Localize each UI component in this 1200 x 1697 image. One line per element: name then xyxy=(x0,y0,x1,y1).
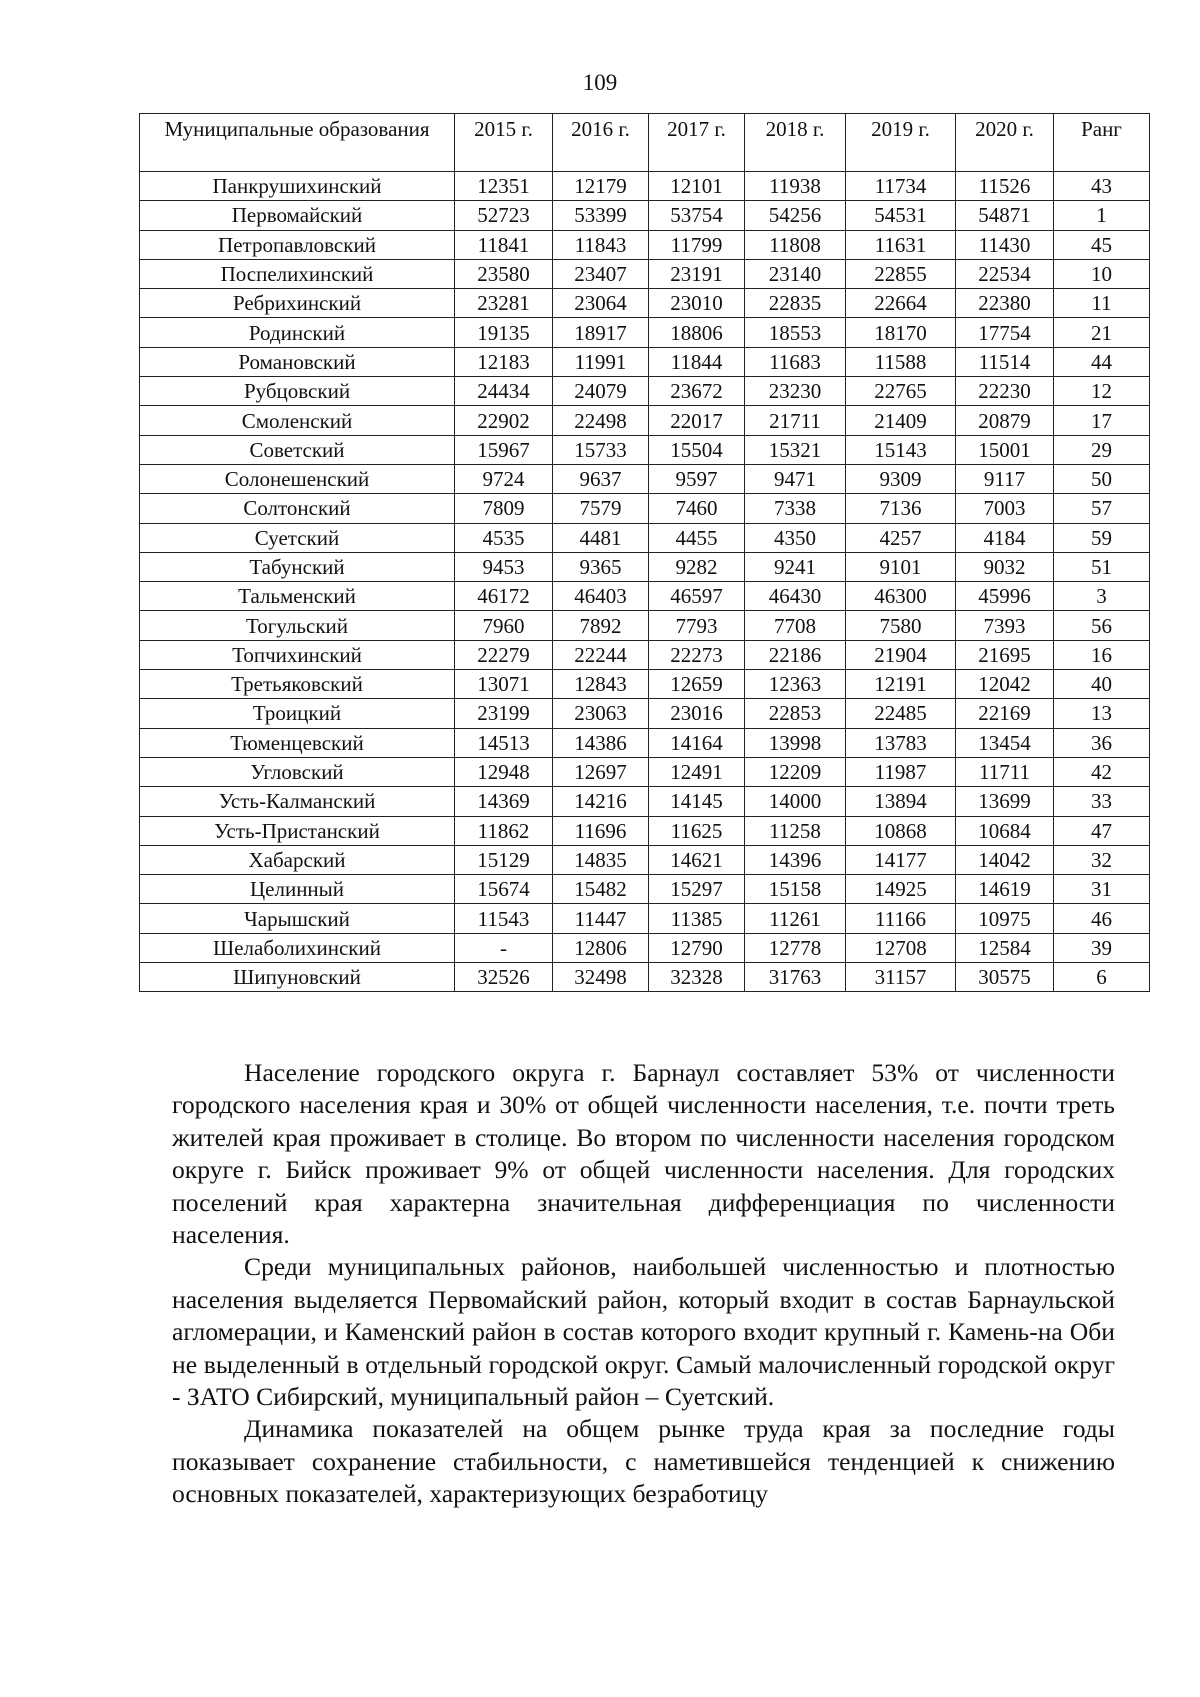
population-cell: 12042 xyxy=(956,670,1054,699)
table-row xyxy=(140,172,1150,201)
population-cell: 23199 xyxy=(455,699,553,728)
header-rank: Ранг xyxy=(1054,114,1150,172)
population-cell: 7460 xyxy=(649,494,745,523)
population-cell: 11841 xyxy=(455,230,553,259)
table-row xyxy=(140,406,1150,435)
population-cell: 14216 xyxy=(553,787,649,816)
population-cell: 15143 xyxy=(846,435,956,464)
municipality-cell: Целинный xyxy=(140,875,455,904)
header-2020: 2020 г. xyxy=(956,114,1054,172)
population-cell: 22765 xyxy=(846,377,956,406)
population-cell: 21695 xyxy=(956,640,1054,669)
population-cell: 11447 xyxy=(553,904,649,933)
population-cell: 22855 xyxy=(846,259,956,288)
population-cell: 23063 xyxy=(553,699,649,728)
population-cell: 23281 xyxy=(455,289,553,318)
population-cell: 13998 xyxy=(745,728,846,757)
population-cell: 46403 xyxy=(553,582,649,611)
population-cell: 46172 xyxy=(455,582,553,611)
population-cell: 7892 xyxy=(553,611,649,640)
population-cell: 18553 xyxy=(745,318,846,347)
population-cell: 12491 xyxy=(649,757,745,786)
population-cell: 12191 xyxy=(846,670,956,699)
rank-cell: 42 xyxy=(1054,757,1150,786)
population-cell: 11430 xyxy=(956,230,1054,259)
population-cell: 11261 xyxy=(745,904,846,933)
municipality-cell: Смоленский xyxy=(140,406,455,435)
population-cell: 12351 xyxy=(455,172,553,201)
table-row xyxy=(140,640,1150,669)
population-cell: 11514 xyxy=(956,347,1054,376)
population-cell: 12101 xyxy=(649,172,745,201)
population-cell: 12363 xyxy=(745,670,846,699)
population-cell: 15482 xyxy=(553,875,649,904)
population-cell: 24434 xyxy=(455,377,553,406)
population-cell: 12708 xyxy=(846,933,956,962)
header-2018: 2018 г. xyxy=(745,114,846,172)
population-cell: - xyxy=(455,933,553,962)
population-cell: 14164 xyxy=(649,728,745,757)
population-cell: 12790 xyxy=(649,933,745,962)
municipality-cell: Романовский xyxy=(140,347,455,376)
population-cell: 11696 xyxy=(553,816,649,845)
rank-cell: 32 xyxy=(1054,845,1150,874)
population-cell: 9365 xyxy=(553,552,649,581)
population-cell: 11808 xyxy=(745,230,846,259)
table-row xyxy=(140,757,1150,786)
population-cell: 54531 xyxy=(846,201,956,230)
population-cell: 11987 xyxy=(846,757,956,786)
population-cell: 23140 xyxy=(745,259,846,288)
table-row xyxy=(140,787,1150,816)
population-cell: 23407 xyxy=(553,259,649,288)
table-row xyxy=(140,611,1150,640)
population-cell: 46300 xyxy=(846,582,956,611)
municipality-cell: Шелаболихинский xyxy=(140,933,455,962)
municipality-cell: Чарышский xyxy=(140,904,455,933)
population-cell: 54871 xyxy=(956,201,1054,230)
population-cell: 7136 xyxy=(846,494,956,523)
page-number: 109 xyxy=(582,70,618,95)
rank-cell: 47 xyxy=(1054,816,1150,845)
rank-cell: 12 xyxy=(1054,377,1150,406)
population-cell: 23230 xyxy=(745,377,846,406)
body-text xyxy=(172,1057,1115,1511)
population-cell: 12948 xyxy=(455,757,553,786)
rank-cell: 36 xyxy=(1054,728,1150,757)
rank-cell: 17 xyxy=(1054,406,1150,435)
header-municipality: Муниципальные образования xyxy=(140,114,455,172)
population-cell: 13783 xyxy=(846,728,956,757)
population-cell: 23064 xyxy=(553,289,649,318)
rank-cell: 51 xyxy=(1054,552,1150,581)
population-cell: 22017 xyxy=(649,406,745,435)
paragraph: Население городского округа г. Барнаул составляет 53% от численности городского населения края и 30% от общей численности населения, т.е. почти треть жителей края проживает в столице. Во втором по численности населения городском округе г. Бийск проживает 9% от общей численности населения. Для городских поселений края характерна значительная дифференциация по численности населения. xyxy=(172,1058,1115,1250)
population-cell: 15001 xyxy=(956,435,1054,464)
population-cell: 7580 xyxy=(846,611,956,640)
rank-cell: 6 xyxy=(1054,963,1150,992)
population-cell: 11938 xyxy=(745,172,846,201)
population-cell: 9724 xyxy=(455,464,553,493)
rank-cell: 56 xyxy=(1054,611,1150,640)
table-row xyxy=(140,435,1150,464)
population-cell: 7003 xyxy=(956,494,1054,523)
population-cell: 12183 xyxy=(455,347,553,376)
population-cell: 24079 xyxy=(553,377,649,406)
population-cell: 11526 xyxy=(956,172,1054,201)
municipality-cell: Ребрихинский xyxy=(140,289,455,318)
table-row xyxy=(140,494,1150,523)
population-cell: 21409 xyxy=(846,406,956,435)
rank-cell: 1 xyxy=(1054,201,1150,230)
table-row xyxy=(140,552,1150,581)
rank-cell: 3 xyxy=(1054,582,1150,611)
population-cell: 12179 xyxy=(553,172,649,201)
paragraph: Среди муниципальных районов, наибольшей численностью и плотностью населения выделяется Первомайский район, который входит в состав Барнаульской агломерации, и Каменский район в состав которого входит крупный г. Камень-на Оби не выделенный в отдельный городской округ. Самый малочисленный городской округ - ЗАТО Сибирский, муниципальный район – Суетский. xyxy=(172,1252,1115,1412)
rank-cell: 45 xyxy=(1054,230,1150,259)
population-cell: 22485 xyxy=(846,699,956,728)
rank-cell: 10 xyxy=(1054,259,1150,288)
population-cell: 9453 xyxy=(455,552,553,581)
table-row xyxy=(140,377,1150,406)
municipality-cell: Поспелихинский xyxy=(140,259,455,288)
population-cell: 11843 xyxy=(553,230,649,259)
population-cell: 12697 xyxy=(553,757,649,786)
population-cell: 23010 xyxy=(649,289,745,318)
population-cell: 15297 xyxy=(649,875,745,904)
municipality-cell: Солтонский xyxy=(140,494,455,523)
population-cell: 12584 xyxy=(956,933,1054,962)
header-2019: 2019 г. xyxy=(846,114,956,172)
population-cell: 12843 xyxy=(553,670,649,699)
population-cell: 46430 xyxy=(745,582,846,611)
population-cell: 22498 xyxy=(553,406,649,435)
population-cell: 7809 xyxy=(455,494,553,523)
population-cell: 11166 xyxy=(846,904,956,933)
table-row xyxy=(140,699,1150,728)
rank-cell: 31 xyxy=(1054,875,1150,904)
table-row xyxy=(140,933,1150,962)
population-cell: 15674 xyxy=(455,875,553,904)
municipality-cell: Угловский xyxy=(140,757,455,786)
rank-cell: 13 xyxy=(1054,699,1150,728)
population-cell: 4535 xyxy=(455,523,553,552)
population-cell: 9637 xyxy=(553,464,649,493)
population-cell: 22279 xyxy=(455,640,553,669)
municipality-cell: Тальменский xyxy=(140,582,455,611)
population-cell: 11631 xyxy=(846,230,956,259)
population-cell: 14396 xyxy=(745,845,846,874)
population-cell: 14177 xyxy=(846,845,956,874)
population-cell: 7793 xyxy=(649,611,745,640)
population-cell: 20879 xyxy=(956,406,1054,435)
table-row xyxy=(140,728,1150,757)
rank-cell: 43 xyxy=(1054,172,1150,201)
municipality-cell: Первомайский xyxy=(140,201,455,230)
population-cell: 14042 xyxy=(956,845,1054,874)
population-cell: 30575 xyxy=(956,963,1054,992)
municipality-cell: Третьяковский xyxy=(140,670,455,699)
municipality-cell: Солонешенский xyxy=(140,464,455,493)
population-cell: 53754 xyxy=(649,201,745,230)
paragraph: Динамика показателей на общем рынке труда края за последние годы показывает сохранение стабильности, с наметившейся тенденцией к снижению основных показателей, характеризующих безработицу xyxy=(172,1414,1115,1509)
rank-cell: 44 xyxy=(1054,347,1150,376)
population-cell: 13699 xyxy=(956,787,1054,816)
municipality-cell: Суетский xyxy=(140,523,455,552)
table-row xyxy=(140,845,1150,874)
municipality-cell: Тюменцевский xyxy=(140,728,455,757)
table-row xyxy=(140,318,1150,347)
population-cell: 4455 xyxy=(649,523,745,552)
population-cell: 12659 xyxy=(649,670,745,699)
municipality-cell: Тогульский xyxy=(140,611,455,640)
table-row xyxy=(140,230,1150,259)
population-cell: 17754 xyxy=(956,318,1054,347)
population-cell: 32328 xyxy=(649,963,745,992)
population-cell: 11258 xyxy=(745,816,846,845)
population-cell: 23672 xyxy=(649,377,745,406)
population-cell: 13894 xyxy=(846,787,956,816)
population-cell: 10684 xyxy=(956,816,1054,845)
population-cell: 9241 xyxy=(745,552,846,581)
population-cell: 15504 xyxy=(649,435,745,464)
population-cell: 19135 xyxy=(455,318,553,347)
population-cell: 22273 xyxy=(649,640,745,669)
table-row xyxy=(140,464,1150,493)
population-cell: 11543 xyxy=(455,904,553,933)
table-row xyxy=(140,963,1150,992)
population-cell: 11844 xyxy=(649,347,745,376)
population-cell: 7960 xyxy=(455,611,553,640)
population-cell: 52723 xyxy=(455,201,553,230)
population-cell: 11734 xyxy=(846,172,956,201)
municipality-cell: Шипуновский xyxy=(140,963,455,992)
municipality-cell: Рубцовский xyxy=(140,377,455,406)
population-cell: 7708 xyxy=(745,611,846,640)
population-cell: 11711 xyxy=(956,757,1054,786)
population-cell: 9101 xyxy=(846,552,956,581)
population-cell: 11385 xyxy=(649,904,745,933)
municipality-cell: Табунский xyxy=(140,552,455,581)
municipality-cell: Родинский xyxy=(140,318,455,347)
population-cell: 9471 xyxy=(745,464,846,493)
population-cell: 32526 xyxy=(455,963,553,992)
population-cell: 12778 xyxy=(745,933,846,962)
population-cell: 14835 xyxy=(553,845,649,874)
population-cell: 11991 xyxy=(553,347,649,376)
population-cell: 11799 xyxy=(649,230,745,259)
population-cell: 11862 xyxy=(455,816,553,845)
population-cell: 23016 xyxy=(649,699,745,728)
table-row xyxy=(140,201,1150,230)
population-cell: 15321 xyxy=(745,435,846,464)
population-cell: 45996 xyxy=(956,582,1054,611)
rank-cell: 59 xyxy=(1054,523,1150,552)
population-cell: 22835 xyxy=(745,289,846,318)
population-cell: 14513 xyxy=(455,728,553,757)
population-cell: 18917 xyxy=(553,318,649,347)
municipality-cell: Троицкий xyxy=(140,699,455,728)
population-cell: 7393 xyxy=(956,611,1054,640)
municipality-cell: Панкрушихинский xyxy=(140,172,455,201)
population-cell: 23580 xyxy=(455,259,553,288)
table-header-row xyxy=(140,114,1150,172)
population-cell: 9309 xyxy=(846,464,956,493)
population-cell: 15733 xyxy=(553,435,649,464)
rank-cell: 40 xyxy=(1054,670,1150,699)
population-cell: 14925 xyxy=(846,875,956,904)
population-cell: 46597 xyxy=(649,582,745,611)
population-cell: 4350 xyxy=(745,523,846,552)
population-cell: 14619 xyxy=(956,875,1054,904)
population-cell: 11683 xyxy=(745,347,846,376)
table-row xyxy=(140,289,1150,318)
municipality-cell: Хабарский xyxy=(140,845,455,874)
population-cell: 15129 xyxy=(455,845,553,874)
population-cell: 53399 xyxy=(553,201,649,230)
population-cell: 15158 xyxy=(745,875,846,904)
population-cell: 22853 xyxy=(745,699,846,728)
population-cell: 14000 xyxy=(745,787,846,816)
rank-cell: 46 xyxy=(1054,904,1150,933)
table-row xyxy=(140,670,1150,699)
population-cell: 21904 xyxy=(846,640,956,669)
population-cell: 22664 xyxy=(846,289,956,318)
table-body xyxy=(140,172,1150,992)
table-row xyxy=(140,582,1150,611)
population-cell: 31157 xyxy=(846,963,956,992)
population-cell: 14369 xyxy=(455,787,553,816)
population-cell: 9597 xyxy=(649,464,745,493)
population-cell: 9282 xyxy=(649,552,745,581)
rank-cell: 50 xyxy=(1054,464,1150,493)
population-cell: 14621 xyxy=(649,845,745,874)
population-cell: 22902 xyxy=(455,406,553,435)
population-cell: 11588 xyxy=(846,347,956,376)
population-cell: 22534 xyxy=(956,259,1054,288)
population-table xyxy=(139,113,1150,992)
population-cell: 23191 xyxy=(649,259,745,288)
population-cell: 22244 xyxy=(553,640,649,669)
rank-cell: 57 xyxy=(1054,494,1150,523)
population-cell: 54256 xyxy=(745,201,846,230)
population-cell: 22186 xyxy=(745,640,846,669)
population-cell: 18806 xyxy=(649,318,745,347)
population-cell: 22230 xyxy=(956,377,1054,406)
population-cell: 12209 xyxy=(745,757,846,786)
table-row xyxy=(140,523,1150,552)
population-cell: 11625 xyxy=(649,816,745,845)
header-2017: 2017 г. xyxy=(649,114,745,172)
table-row xyxy=(140,875,1150,904)
municipality-cell: Топчихинский xyxy=(140,640,455,669)
population-cell: 10868 xyxy=(846,816,956,845)
table-row xyxy=(140,259,1150,288)
table-row xyxy=(140,347,1150,376)
population-cell: 12806 xyxy=(553,933,649,962)
rank-cell: 33 xyxy=(1054,787,1150,816)
population-cell: 4257 xyxy=(846,523,956,552)
population-cell: 22380 xyxy=(956,289,1054,318)
municipality-cell: Усть-Пристанский xyxy=(140,816,455,845)
population-cell: 9032 xyxy=(956,552,1054,581)
population-cell: 4184 xyxy=(956,523,1054,552)
table-row xyxy=(140,816,1150,845)
population-cell: 13071 xyxy=(455,670,553,699)
population-cell: 4481 xyxy=(553,523,649,552)
population-cell: 21711 xyxy=(745,406,846,435)
municipality-cell: Петропавловский xyxy=(140,230,455,259)
population-cell: 9117 xyxy=(956,464,1054,493)
population-cell: 15967 xyxy=(455,435,553,464)
table-row xyxy=(140,904,1150,933)
population-cell: 7579 xyxy=(553,494,649,523)
rank-cell: 29 xyxy=(1054,435,1150,464)
municipality-cell: Усть-Калманский xyxy=(140,787,455,816)
population-cell: 32498 xyxy=(553,963,649,992)
population-cell: 13454 xyxy=(956,728,1054,757)
population-cell: 14386 xyxy=(553,728,649,757)
rank-cell: 11 xyxy=(1054,289,1150,318)
population-cell: 22169 xyxy=(956,699,1054,728)
rank-cell: 39 xyxy=(1054,933,1150,962)
population-cell: 18170 xyxy=(846,318,956,347)
header-2016: 2016 г. xyxy=(553,114,649,172)
population-cell: 7338 xyxy=(745,494,846,523)
rank-cell: 21 xyxy=(1054,318,1150,347)
header-2015: 2015 г. xyxy=(455,114,553,172)
rank-cell: 16 xyxy=(1054,640,1150,669)
municipality-cell: Советский xyxy=(140,435,455,464)
population-cell: 31763 xyxy=(745,963,846,992)
population-cell: 10975 xyxy=(956,904,1054,933)
population-cell: 14145 xyxy=(649,787,745,816)
